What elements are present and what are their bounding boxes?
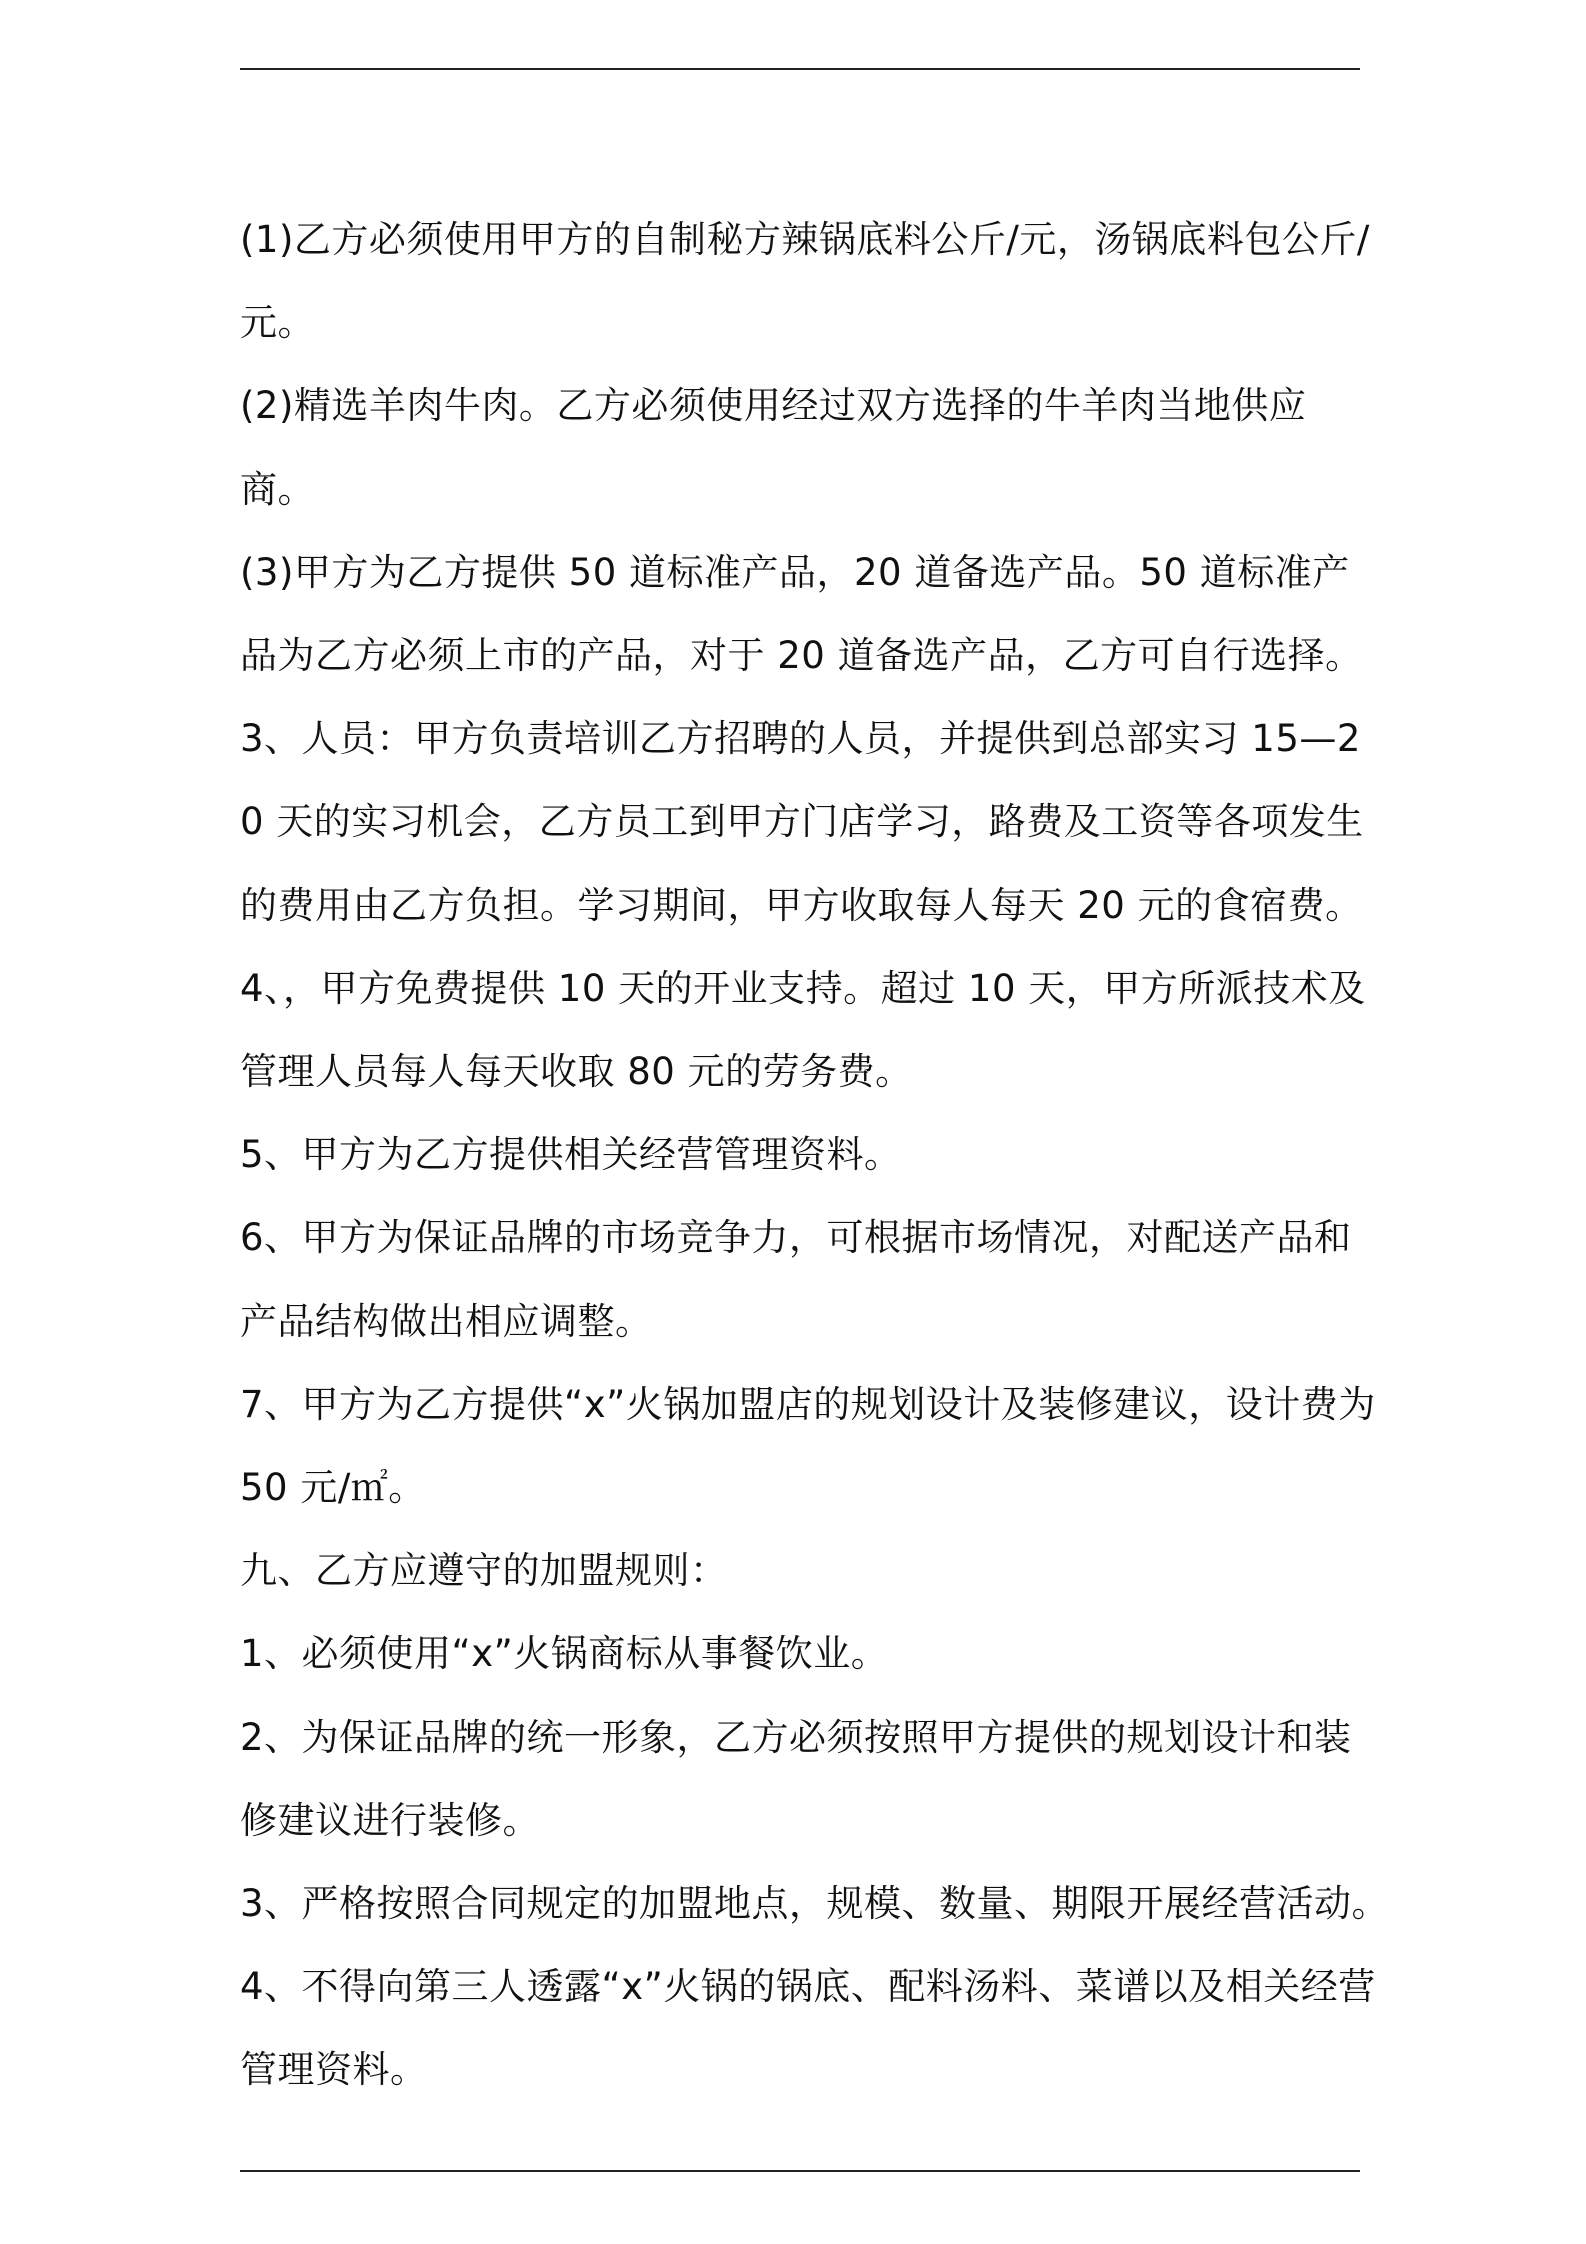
footer-rule [240, 2170, 1360, 2172]
paragraph-1: (1)乙方必须使用甲方的自制秘方辣锅底料公斤/元，汤锅底料包公斤/元。 [240, 218, 1370, 345]
paragraph-12: 3、严格按照合同规定的加盟地点，规模、数量、期限开展经营活动。 [240, 1882, 1390, 1926]
paragraph-6: 5、甲方为乙方提供相关经营管理资料。 [240, 1133, 902, 1177]
document-body [240, 198, 1390, 2112]
paragraph-13: 4、不得向第三人透露“x”火锅的锅底、配料汤料、菜谱以及相关经营管理资料。 [240, 1965, 1376, 2092]
paragraph-7: 6、甲方为保证品牌的市场竞争力，可根据市场情况，对配送产品和产品结构做出相应调整。 [240, 1216, 1352, 1343]
paragraph-8: 7、甲方为乙方提供“x”火锅加盟店的规划设计及装修建议，设计费为 50 元/㎡。 [240, 1382, 1376, 1510]
paragraph-3: (3)甲方为乙方提供 50 道标准产品，20 道备选产品。50 道标准产品为乙方必须上市的产品，对于 20 道备选产品，乙方可自行选择。 [240, 550, 1363, 678]
paragraph-10: 1、必须使用“x”火锅商标从事餐饮业。 [240, 1632, 889, 1676]
paragraph-4: 3、人员：甲方负责培训乙方招聘的人员，并提供到总部实习 15—20 天的实习机会，乙方员工到甲方门店学习，路费及工资等各项发生的费用由乙方负担。学习期间，甲方收取每人每天 20 元的食宿费。 [240, 717, 1364, 927]
paragraph-2: (2)精选羊肉牛肉。乙方必须使用经过双方选择的牛羊肉当地供应商。 [240, 384, 1307, 511]
paragraph-5: 4、，甲方免费提供 10 天的开业支持。超过 10 天，甲方所派技术及管理人员每人每天收取 80 元的劳务费。 [240, 966, 1366, 1094]
section-heading: 九、乙方应遵守的加盟规则： [240, 1549, 728, 1593]
paragraph-11: 2、为保证品牌的统一形象，乙方必须按照甲方提供的规划设计和装修建议进行装修。 [240, 1715, 1352, 1842]
header-rule [240, 68, 1360, 70]
